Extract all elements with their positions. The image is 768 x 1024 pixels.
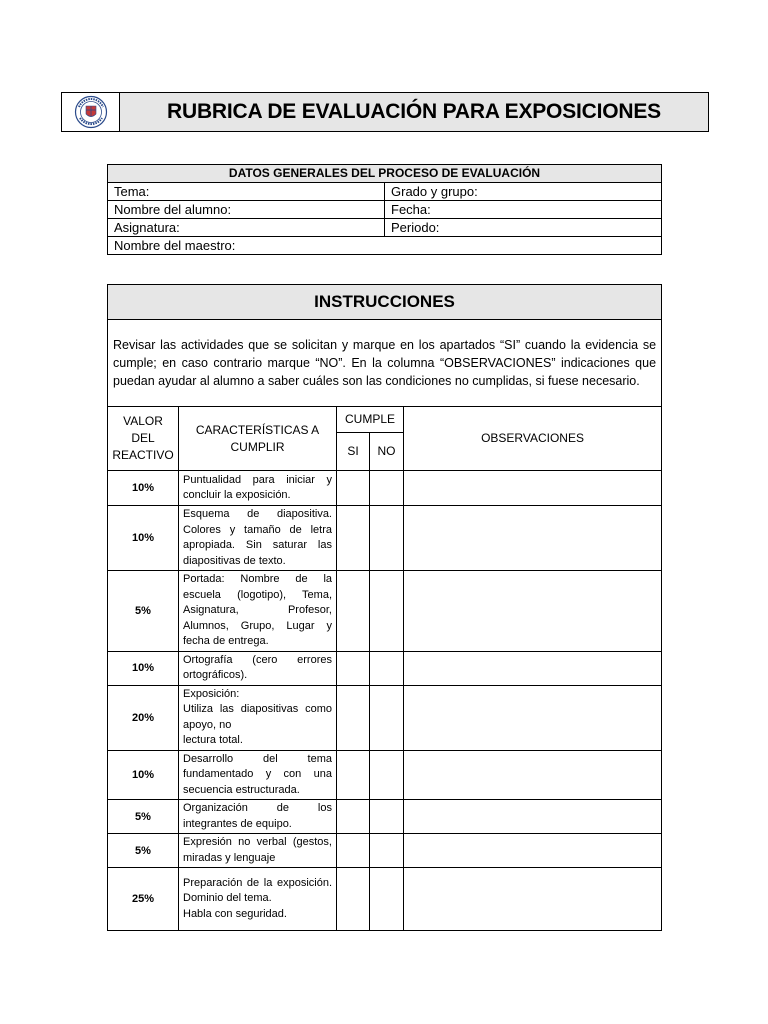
field-nombre-alumno[interactable]: Nombre del alumno: [108, 201, 385, 219]
instructions-text: Revisar las actividades que se solicitan y marque en los apartados “SI” cuando la evidencia se cumple; en caso contrario marque “NO”. En la columna “OBSERVACIONES” indicaciones que puedan ayudar al alumno a saber cuáles son las condiciones no cumplidas, si fuese necesario. [108, 320, 662, 407]
row-caracteristica-line: Habla con seguridad. [183, 907, 287, 920]
rubric-row [108, 800, 662, 834]
row-observaciones-cell[interactable] [404, 506, 662, 571]
row-valor: 20% [108, 685, 179, 750]
general-data-table [107, 164, 662, 255]
row-observaciones-cell[interactable] [404, 834, 662, 868]
row-observaciones-cell[interactable] [404, 685, 662, 750]
row-caracteristica-line: Portada: Nombre de la escuela (logotipo), Tema, Asignatura, Profesor, Alumnos, Grupo, Lugar y fecha de entrega. [183, 573, 332, 647]
row-si-cell[interactable] [337, 685, 370, 750]
row-no-cell[interactable] [370, 750, 404, 800]
row-caracteristica-line: Utiliza las diapositivas como apoyo, no [183, 703, 332, 731]
row-observaciones-cell[interactable] [404, 868, 662, 931]
row-no-cell[interactable] [370, 868, 404, 931]
row-caracteristica-line: Puntualidad para iniciar y concluir la exposición. [183, 473, 332, 501]
row-valor: 5% [108, 800, 179, 834]
row-caracteristica [179, 800, 337, 834]
document-header [61, 92, 709, 132]
row-si-cell[interactable] [337, 800, 370, 834]
row-caracteristica [179, 651, 337, 685]
school-logo-cell [62, 93, 120, 131]
rubric-table [107, 284, 662, 931]
row-si-cell[interactable] [337, 471, 370, 506]
row-si-cell[interactable] [337, 571, 370, 652]
row-observaciones-cell[interactable] [404, 750, 662, 800]
row-caracteristica-line: Desarrollo del tema fundamentado y con una secuencia estructurada. [183, 752, 332, 796]
rubric-row [108, 750, 662, 800]
col-caracteristicas [179, 407, 337, 471]
col-caract-line1: CARACTERÍSTICAS A [195, 422, 320, 437]
row-no-cell[interactable] [370, 506, 404, 571]
row-observaciones-cell[interactable] [404, 471, 662, 506]
col-valor-line1: VALOR [123, 414, 163, 428]
row-si-cell[interactable] [337, 750, 370, 800]
general-data-heading: DATOS GENERALES DEL PROCESO DE EVALUACIÓN [108, 165, 662, 183]
field-periodo[interactable]: Periodo: [385, 219, 662, 237]
field-tema[interactable]: Tema: [108, 183, 385, 201]
document-title: RUBRICA DE EVALUACIÓN PARA EXPOSICIONES [167, 100, 661, 123]
row-si-cell[interactable] [337, 506, 370, 571]
field-nombre-maestro[interactable]: Nombre del maestro: [108, 237, 662, 255]
row-valor: 5% [108, 571, 179, 652]
row-caracteristica-line: lectura total. [183, 734, 243, 746]
col-si: SI [337, 433, 370, 471]
row-valor: 10% [108, 651, 179, 685]
row-si-cell[interactable] [337, 651, 370, 685]
rubric-row [108, 685, 662, 750]
row-no-cell[interactable] [370, 834, 404, 868]
row-observaciones-cell[interactable] [404, 651, 662, 685]
row-caracteristica [179, 868, 337, 931]
rubric-row [108, 506, 662, 571]
rubric-rows [108, 471, 662, 931]
row-caracteristica [179, 571, 337, 652]
school-seal-icon [74, 95, 108, 129]
row-caracteristica-line: Preparación de la exposición. Dominio del tema. [183, 876, 332, 905]
col-no: NO [370, 433, 404, 471]
instructions-heading: INSTRUCCIONES [108, 285, 662, 320]
row-valor: 25% [108, 868, 179, 931]
row-no-cell[interactable] [370, 800, 404, 834]
row-no-cell[interactable] [370, 685, 404, 750]
row-valor: 10% [108, 471, 179, 506]
row-si-cell[interactable] [337, 834, 370, 868]
row-caracteristica-line: Organización de los integrantes de equipo. [183, 802, 332, 830]
field-fecha[interactable]: Fecha: [385, 201, 662, 219]
row-caracteristica [179, 471, 337, 506]
row-caracteristica-line: Expresión no verbal (gestos, miradas y lenguaje [183, 836, 332, 864]
row-caracteristica [179, 750, 337, 800]
rubric-row [108, 471, 662, 506]
field-asignatura[interactable]: Asignatura: [108, 219, 385, 237]
row-observaciones-cell[interactable] [404, 571, 662, 652]
rubric-row [108, 834, 662, 868]
row-caracteristica [179, 685, 337, 750]
col-valor-line3: REACTIVO [112, 448, 174, 462]
row-no-cell[interactable] [370, 471, 404, 506]
row-caracteristica-line: Exposición: [183, 687, 240, 700]
row-caracteristica [179, 506, 337, 571]
rubric-row [108, 868, 662, 931]
row-no-cell[interactable] [370, 571, 404, 652]
row-no-cell[interactable] [370, 651, 404, 685]
row-valor: 10% [108, 750, 179, 800]
row-valor: 10% [108, 506, 179, 571]
col-valor-line2: DEL [131, 431, 155, 445]
row-caracteristica [179, 834, 337, 868]
col-cumple: CUMPLE [337, 407, 404, 433]
row-valor: 5% [108, 834, 179, 868]
row-observaciones-cell[interactable] [404, 800, 662, 834]
rubric-row [108, 651, 662, 685]
row-caracteristica-line: Ortografía (cero errores ortográficos). [183, 653, 332, 681]
col-valor-reactivo [108, 407, 179, 471]
row-caracteristica-line: Esquema de diapositiva. Colores y tamaño de letra apropiada. Sin saturar las diapositivas de texto. [183, 508, 332, 567]
field-grado-grupo[interactable]: Grado y grupo: [385, 183, 662, 201]
rubric-row [108, 571, 662, 652]
col-observaciones: OBSERVACIONES [404, 407, 662, 471]
row-si-cell[interactable] [337, 868, 370, 931]
col-caract-line2: CUMPLIR [230, 439, 285, 454]
